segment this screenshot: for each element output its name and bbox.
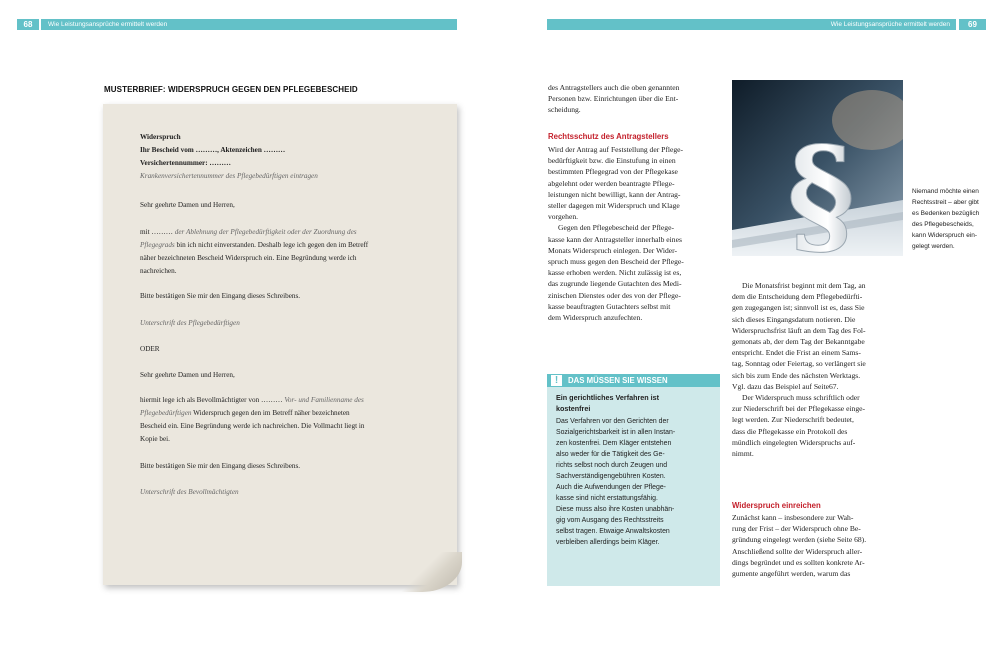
text-line: Der Widerspruch muss schriftlich oder <box>742 393 860 403</box>
letter-text: näher bezeichneten Bescheid Widerspruch ein. Eine Begründung werde ich <box>140 254 357 262</box>
letter-salutation-2: Sehr geehrte Damen und Herren, <box>140 371 235 379</box>
info-line: selbst tragen. Etwaige Anwaltskosten <box>556 528 670 535</box>
text-line: Gegen den Pflegebescheid der Pflege- <box>558 223 674 233</box>
svg-text:§: § <box>787 118 855 256</box>
letter-text: der Ablehnung der Pflegebedürftigkeit oder der Zuordnung des <box>174 228 357 236</box>
info-line: Das Verfahren vor den Gerichten der <box>556 418 669 425</box>
text-line: leistungen nicht bewilligt, kann der Antrag- <box>548 189 681 199</box>
col1-paragraph-1 <box>548 144 722 323</box>
info-line: Sachverständigengebühren Kosten. <box>556 473 666 480</box>
text-line: gemonats ab, der dem Tag der Bekanntgabe <box>732 337 865 347</box>
text-line: des Antragstellers auch die oben genannten <box>548 83 680 92</box>
info-line: richts selbst noch durch Zeugen und <box>556 462 668 469</box>
col2-paragraph-1 <box>732 280 908 459</box>
info-box-title: DAS MÜSSEN SIE WISSEN <box>568 376 668 385</box>
info-line: gig vom Ausgang des Rechtsstreits <box>556 517 664 524</box>
text-line: Vgl. dazu das Beispiel auf Seite67. <box>732 381 839 391</box>
exclamation-icon: ! <box>551 375 562 386</box>
col1-intro <box>548 82 722 116</box>
text-line: gen zugegangen ist; sinnvoll ist es, dass Sie <box>732 303 865 313</box>
letter-line: Widerspruch <box>140 133 181 141</box>
text-line: dass die Pflegekasse ein Protokoll des <box>732 426 848 436</box>
text-line: spruch muss gegen den Bescheid der Pflege- <box>548 257 684 267</box>
caption-line: des Pflegebescheids, <box>912 221 974 228</box>
letter-text: Kopie bei. <box>140 435 170 443</box>
section-title: MUSTERBRIEF: WIDERSPRUCH GEGEN DEN PFLEGEBESCHEID <box>104 85 358 94</box>
text-line: dem Widerspruch anzufechten. <box>548 313 643 323</box>
text-line: Wird der Antrag auf Feststellung der Pflege- <box>548 145 684 154</box>
paper-curl <box>400 552 462 592</box>
info-line: verbleiben allerdings beim Kläger. <box>556 539 660 546</box>
caption-line: Rechtsstreit – aber gibt <box>912 199 979 206</box>
text-line: sich bis zum Ende des nächsten Werktags. <box>732 370 861 380</box>
text-line: zur Niederschrift bei der Pflegekasse einge- <box>732 404 866 414</box>
photo-caption <box>912 186 990 252</box>
letter-header <box>140 131 430 183</box>
text-line: entspricht. Endet die Frist an einem Sams- <box>732 348 861 358</box>
info-box-body <box>556 392 714 548</box>
text-line: zinischen Dienstes oder des von der Pflege- <box>548 290 681 300</box>
text-line: rung der Frist – der Widerspruch ohne Be- <box>732 524 861 534</box>
info-line: Diese muss also ihre Kosten unabhän- <box>556 506 675 513</box>
letter-paragraph-2 <box>140 394 430 446</box>
text-line: nimmt. <box>732 449 754 459</box>
text-line: kasse erhoben werden. Nicht zulässig ist es, <box>548 268 682 278</box>
letter-line: Ihr Bescheid vom ………, Aktenzeichen ……… <box>140 146 286 154</box>
left-running-title: Wie Leistungsansprüche ermittelt werden <box>48 21 168 28</box>
text-line: bedürftigkeit bzw. die Einstufung in einen <box>548 156 676 166</box>
letter-line: Krankenversichertennummer des Pflegebedürftigen eintragen <box>140 172 318 180</box>
text-line: scheidung. <box>548 105 581 115</box>
text-line: dings begründet und es sollten konkrete Ar- <box>732 557 865 567</box>
text-line: kasse kann der Antragsteller innerhalb eines <box>548 234 682 244</box>
letter-paragraph-1 <box>140 226 430 278</box>
info-line: also weder für die Tätigkeit des Ge- <box>556 451 665 458</box>
text-line: kasse beauftragten Gutachters selbst mit <box>548 301 671 311</box>
text-line: legt werden. Zur Niederschrift bedeutet, <box>732 415 854 425</box>
text-line: steller dagegen mit Widerspruch und Klage <box>548 201 680 211</box>
letter-signature-1: Unterschrift des Pflegebedürftigen <box>140 319 240 327</box>
text-line: Zunächst kann – insbesondere zur Wah- <box>732 513 854 522</box>
info-line: Sozialgerichtsbarkeit ist in allen Instan- <box>556 429 676 436</box>
letter-confirm-2: Bitte bestätigen Sie mir den Eingang dieses Schreibens. <box>140 462 301 470</box>
caption-line: gelegt werden. <box>912 243 955 250</box>
letter-text: mit ……… <box>140 228 175 236</box>
info-line: zen kostenfrei. Dem Kläger entstehen <box>556 440 672 447</box>
letter-text: Pflegegrads <box>140 241 175 249</box>
text-line: bestimmten Pflegegrad von der Pflegekase <box>548 167 678 177</box>
letter-text: hiermit lege ich als Bevollmächtigter von ……… <box>140 396 285 404</box>
text-line: das zugrunde liegende Gutachten des Medi- <box>548 279 682 289</box>
paragraph-sign-photo <box>732 80 903 256</box>
right-page-number: 69 <box>959 19 986 30</box>
text-line: sich dieses Eingangsdatum notieren. Die <box>732 314 856 324</box>
heading-rechtsschutz: Rechtsschutz des Antragstellers <box>548 132 669 141</box>
info-line: Auch die Aufwendungen der Pflege- <box>556 484 666 491</box>
text-line: vorgehen. <box>548 212 579 222</box>
text-line: Personen bzw. Einrichtungen über die Ent- <box>548 94 679 104</box>
letter-text: Bescheid ein. Eine Begründung werde ich nachreichen. Die Vollmacht liegt in <box>140 422 365 430</box>
info-box-heading: kostenfrei <box>556 404 591 413</box>
letter-text: Vor- und Familienname des <box>284 396 364 404</box>
letter-salutation-1: Sehr geehrte Damen und Herren, <box>140 201 235 209</box>
letter-text: Widerspruch gegen den im Betreff näher bezeichneten <box>191 409 350 417</box>
text-line: abgelehnt oder werden beantragte Pflege- <box>548 178 675 188</box>
text-line: Die Monatsfrist beginnt mit dem Tag, an <box>742 281 866 290</box>
text-line: Widerspruchsfrist läuft an dem Tag des Fol- <box>732 325 866 335</box>
paragraph-sign-icon <box>732 80 903 256</box>
info-box-heading: Ein gerichtliches Verfahren ist <box>556 393 660 402</box>
letter-line: Versichertennummer: ……… <box>140 159 231 167</box>
text-line: gumente angeführt werden, warum das <box>732 569 851 579</box>
caption-line: Niemand möchte einen <box>912 188 979 195</box>
heading-widerspruch: Widerspruch einreichen <box>732 501 821 510</box>
col2-paragraph-3 <box>732 512 908 579</box>
left-page-number: 68 <box>17 19 39 30</box>
text-line: Monats Widerspruch einlegen. Der Wider- <box>548 245 678 255</box>
letter-signature-2: Unterschrift des Bevollmächtigten <box>140 488 239 496</box>
caption-line: es Bedenken bezüglich <box>912 210 980 217</box>
letter-text: nachreichen. <box>140 267 177 275</box>
letter-text: bin ich nicht einverstanden. Deshalb lege ich gegen den im Betreff <box>174 241 369 249</box>
letter-text: Pflegebedürftigen <box>140 409 192 417</box>
info-line: kasse sind nicht erstattungsfähig. <box>556 495 658 502</box>
text-line: Anschließend sollte der Widerspruch aller- <box>732 546 863 556</box>
caption-line: kann Widerspruch ein- <box>912 232 978 239</box>
text-line: gründung eingelegt werden (siehe Seite 68). <box>732 535 867 545</box>
text-line: tag, Sonntag oder Feiertag, so verlängert sie <box>732 359 866 369</box>
letter-oder: ODER <box>140 345 160 353</box>
letter-confirm-1: Bitte bestätigen Sie mir den Eingang dieses Schreibens. <box>140 292 301 300</box>
text-line: mündlich eingelegten Widerspruchs auf- <box>732 437 856 447</box>
right-running-title: Wie Leistungsansprüche ermittelt werden <box>830 21 950 28</box>
text-line: dem die Entscheidung dem Pflegebedürfti- <box>732 292 863 302</box>
